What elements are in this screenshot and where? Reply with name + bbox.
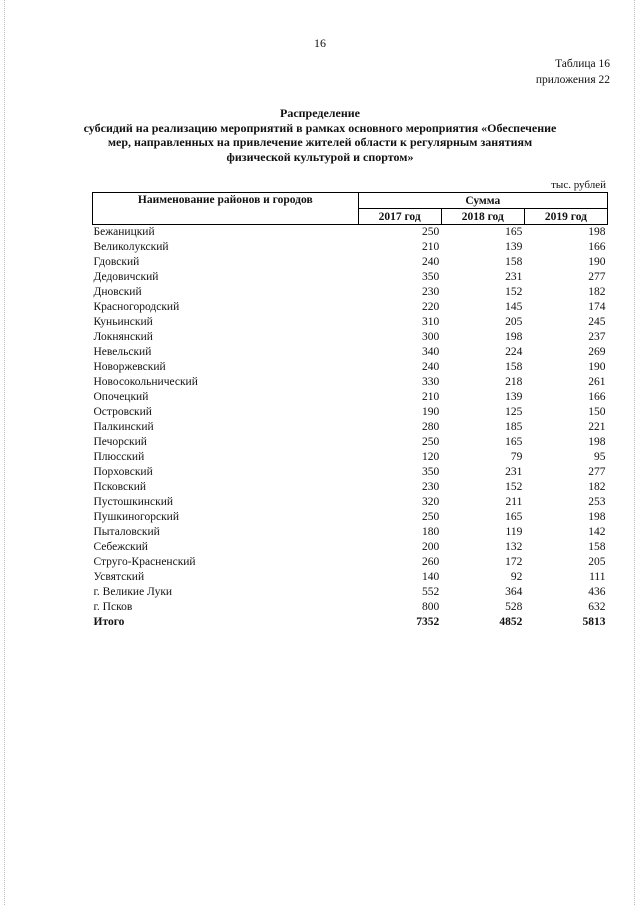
amount-2017: 340 (421, 346, 440, 358)
district-name: Гдовский (93, 256, 140, 268)
table-row (93, 255, 608, 270)
amount-2018: 185 (505, 421, 523, 433)
table-row (93, 525, 608, 540)
amount-2019: 205 (588, 556, 606, 568)
amount-2017: 800 (421, 601, 440, 613)
amount-2019: 142 (588, 526, 606, 538)
amount-2019: 95 (594, 451, 606, 463)
table-row (93, 240, 608, 255)
amount-2018: 145 (505, 301, 523, 313)
amount-2019: 190 (588, 361, 606, 373)
amount-2017: 180 (421, 526, 440, 538)
district-name: Пушкиногорский (93, 511, 179, 523)
amount-2018: 165 (505, 226, 523, 238)
amount-2017: 230 (421, 286, 440, 298)
amount-2018: 152 (505, 481, 523, 493)
amount-2017: 210 (421, 241, 440, 253)
district-name: Бежаницкий (93, 226, 155, 238)
table-row (93, 600, 608, 615)
amount-2017: 260 (421, 556, 440, 568)
amount-2017: 230 (421, 481, 440, 493)
district-name: Опочецкий (93, 391, 149, 403)
amount-2019: 221 (588, 421, 606, 433)
district-name: Палкинский (93, 421, 154, 433)
amount-2019: 237 (588, 331, 606, 343)
district-name: Новосокольнический (93, 376, 198, 388)
amount-2018: 158 (505, 256, 523, 268)
amount-2019: 166 (588, 391, 606, 403)
amount-2019: 632 (588, 601, 606, 613)
amount-2018: 211 (505, 496, 523, 508)
district-name: Островский (93, 406, 152, 418)
district-name: Струго-Красненский (93, 556, 196, 568)
amount-2019: 150 (588, 406, 606, 418)
table-row (93, 465, 608, 480)
table-row (93, 555, 608, 570)
amount-2017: 200 (421, 541, 440, 553)
total-2018: 4852 (499, 616, 523, 628)
amount-2019: 182 (588, 481, 606, 493)
table-row (93, 270, 608, 285)
amount-2018: 172 (505, 556, 523, 568)
heading-line-3: мер, направленных на привлечение жителей области к регулярным занятиям (107, 135, 533, 149)
table-row (93, 495, 608, 510)
district-name: г. Псков (93, 601, 133, 613)
amount-2017: 250 (421, 226, 440, 238)
district-name: Себежский (93, 541, 148, 553)
total-2019: 5813 (582, 616, 606, 628)
district-name: Плюсский (93, 451, 145, 463)
table-row (93, 375, 608, 390)
amount-2017: 330 (421, 376, 440, 388)
amount-2018: 224 (505, 346, 523, 358)
amount-2017: 350 (421, 271, 440, 283)
unit-label: тыс. рублей (551, 179, 606, 191)
amount-2018: 165 (505, 436, 523, 448)
amount-2019: 190 (588, 256, 606, 268)
district-name: Локнянский (93, 331, 153, 343)
column-header-sum: Сумма (358, 193, 607, 209)
amount-2017: 210 (421, 391, 440, 403)
amount-2017: 220 (421, 301, 440, 313)
page-number: 16 (314, 36, 326, 50)
amount-2019: 198 (588, 511, 606, 523)
left-scan-edge (4, 0, 6, 905)
district-name: Куньинский (93, 316, 153, 328)
table-row (93, 390, 608, 405)
amount-2018: 152 (505, 286, 523, 298)
district-name: Великолукский (93, 241, 169, 253)
table-row (93, 315, 608, 330)
table-row (93, 345, 608, 360)
amount-2017: 140 (421, 571, 440, 583)
table-row (93, 330, 608, 345)
amount-2019: 253 (588, 496, 606, 508)
amount-2019: 436 (588, 586, 606, 598)
amount-2019: 158 (588, 541, 606, 553)
district-name: Пустошкинский (93, 496, 174, 508)
table-row (93, 225, 608, 241)
amount-2018: 92 (510, 571, 523, 583)
table-row (93, 285, 608, 300)
table-row (93, 360, 608, 375)
heading-line-2: субсидий на реализацию мероприятий в рамках основного мероприятия «Обеспечение (83, 120, 557, 135)
amount-2018: 119 (505, 526, 523, 538)
district-name: Усвятский (93, 571, 145, 583)
amount-2018: 364 (505, 586, 523, 598)
amount-2018: 132 (505, 541, 523, 553)
table-row (93, 570, 608, 585)
appendix-number: приложения 22 (535, 74, 610, 86)
total-row (93, 615, 608, 630)
table-row (93, 420, 608, 435)
amount-2019: 198 (588, 226, 606, 238)
amount-2017: 320 (421, 496, 440, 508)
column-header-2017: 2017 год (358, 209, 441, 225)
district-name: Новоржевский (93, 361, 166, 373)
amount-2019: 198 (588, 436, 606, 448)
table-row (93, 405, 608, 420)
table-row (93, 435, 608, 450)
table-row (93, 300, 608, 315)
amount-2018: 158 (505, 361, 523, 373)
amount-2019: 269 (588, 346, 606, 358)
amount-2018: 165 (505, 511, 523, 523)
district-name: Печорский (93, 436, 147, 448)
amount-2017: 310 (421, 316, 440, 328)
table-row (93, 450, 608, 465)
subsidy-table (92, 192, 608, 630)
table-reference (536, 56, 610, 88)
amount-2017: 350 (421, 466, 440, 478)
table-row (93, 480, 608, 495)
heading-line-4: физической культурой и спортом» (226, 149, 414, 164)
district-name: Порховский (93, 466, 153, 478)
amount-2019: 111 (589, 571, 606, 583)
heading-title: Распределение (279, 106, 361, 120)
amount-2018: 139 (505, 391, 523, 403)
amount-2018: 528 (505, 601, 523, 613)
district-name: Дедовичский (93, 271, 159, 283)
amount-2019: 174 (588, 301, 606, 313)
table-number: Таблица 16 (555, 58, 610, 70)
table-body (93, 225, 608, 631)
amount-2019: 261 (588, 376, 606, 388)
total-label: Итого (93, 616, 125, 628)
amount-2019: 277 (588, 466, 606, 478)
column-header-2019: 2019 год (524, 209, 607, 225)
right-scan-edge (634, 0, 636, 905)
amount-2017: 300 (421, 331, 440, 343)
amount-2017: 120 (421, 451, 440, 463)
table-row (93, 585, 608, 600)
amount-2018: 198 (505, 331, 523, 343)
district-name: Дновский (93, 286, 142, 298)
amount-2019: 182 (588, 286, 606, 298)
table-row (93, 510, 608, 525)
amount-2018: 125 (505, 406, 523, 418)
total-2017: 7352 (416, 616, 440, 628)
amount-2017: 280 (421, 421, 440, 433)
amount-2018: 218 (505, 376, 523, 388)
amount-2019: 166 (588, 241, 606, 253)
amount-2017: 240 (421, 256, 440, 268)
amount-2018: 231 (505, 466, 523, 478)
district-name: Псковский (93, 481, 147, 493)
amount-2018: 205 (505, 316, 523, 328)
amount-2019: 277 (588, 271, 606, 283)
amount-2018: 139 (505, 241, 523, 253)
amount-2017: 250 (421, 436, 440, 448)
document-heading (60, 106, 580, 164)
amount-2017: 250 (421, 511, 440, 523)
district-name: Пыталовский (93, 526, 160, 538)
district-name: Красногородский (93, 301, 180, 313)
amount-2019: 245 (588, 316, 606, 328)
column-header-2018: 2018 год (441, 209, 524, 225)
amount-2017: 240 (421, 361, 440, 373)
amount-2017: 190 (421, 406, 440, 418)
amount-2018: 79 (510, 451, 523, 463)
column-header-name: Наименование районов и городов (93, 193, 359, 225)
amount-2018: 231 (505, 271, 523, 283)
amount-2017: 552 (421, 586, 440, 598)
district-name: Невельский (93, 346, 152, 358)
district-name: г. Великие Луки (93, 586, 173, 598)
table-row (93, 540, 608, 555)
